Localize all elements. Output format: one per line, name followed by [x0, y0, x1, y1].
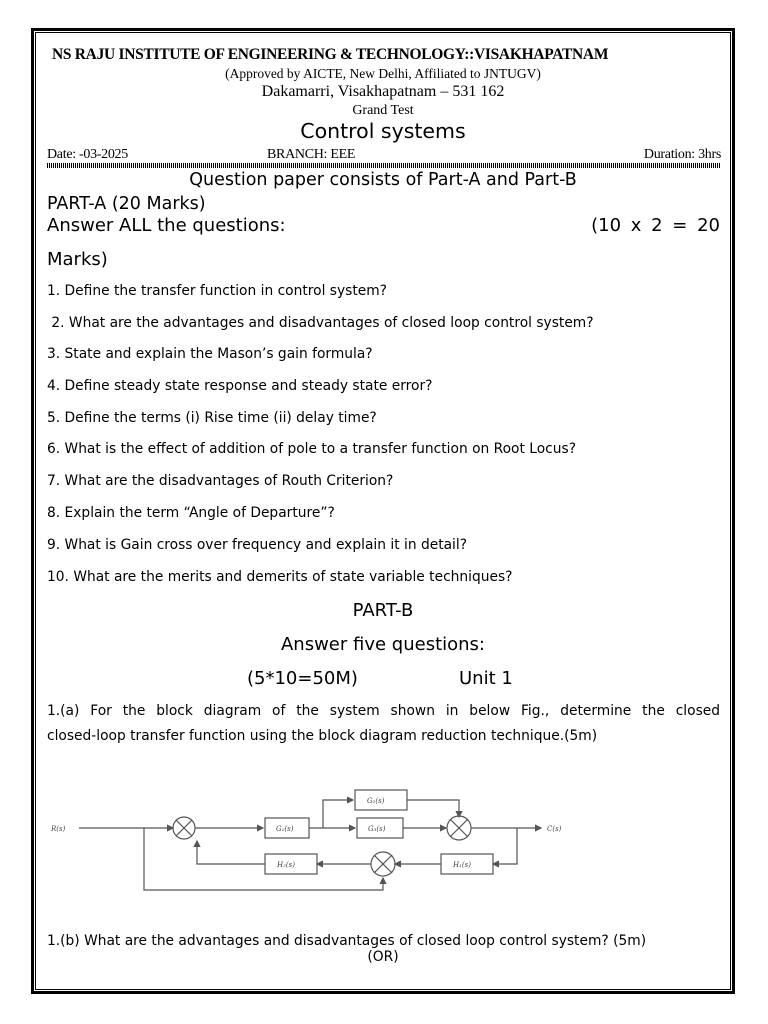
question-item: 5. Define the terms (i) Rise time (ii) delay time?	[47, 410, 377, 426]
question-item: 6. What is the effect of addition of pole to a transfer function on Root Locus?	[47, 441, 577, 457]
block-diagram	[47, 780, 607, 900]
exam-date: Date: -03-2025	[47, 147, 128, 162]
part-b-marks: (5*10=50M)	[247, 668, 358, 689]
part-b-instruction: Answer five questions:	[280, 634, 485, 655]
question-1a-line-1: 1.(a) For the block diagram of the system shown in below Fig., determine the closed	[47, 703, 720, 719]
block-g3: G₃(s)	[368, 825, 386, 833]
question-item: 9. What is Gain cross over frequency and explain it in detail?	[47, 537, 468, 553]
or-separator: (OR)	[367, 949, 399, 965]
question-item: 3. State and explain the Mason’s gain formula?	[47, 346, 373, 362]
input-label: R(s)	[51, 825, 66, 833]
block-h2: H₂(s)	[277, 861, 295, 869]
block-h1: H₁(s)	[453, 861, 471, 869]
part-b-title: PART-B	[352, 600, 414, 621]
part-b-unit: Unit 1	[459, 668, 513, 689]
subject-title: Control systems	[300, 119, 466, 143]
question-item: 1. Define the transfer function in control system?	[47, 283, 387, 299]
address-line: Dakamarri, Visakhapatnam – 531 162	[261, 83, 505, 100]
question-item: 2. What are the advantages and disadvantages of closed loop control system?	[47, 315, 594, 331]
block-g2: G₂(s)	[367, 797, 385, 805]
exam-branch: BRANCH: EEE	[267, 147, 356, 162]
question-1a-line-2: closed-loop transfer function using the block diagram reduction technique.(5m)	[47, 728, 598, 744]
question-item: 10. What are the merits and demerits of state variable techniques?	[47, 569, 513, 585]
part-a-instruction: Answer ALL the questions:	[47, 215, 286, 236]
header-divider	[47, 163, 720, 168]
part-a-title: PART-A (20 Marks)	[47, 194, 206, 214]
institute-name: NS RAJU INSTITUTE OF ENGINEERING & TECHNOLOGY::VISAKHAPATNAM	[52, 46, 609, 63]
paper-structure-note: Question paper consists of Part-A and Part-B	[189, 170, 577, 190]
question-item: 8. Explain the term “Angle of Departure”?	[47, 505, 335, 521]
approval-line: (Approved by AICTE, New Delhi, Affiliated to JNTUGV)	[225, 66, 541, 81]
exam-duration: Duration: 3hrs	[643, 147, 721, 162]
block-g1: G₁(s)	[276, 825, 294, 833]
output-label: C(s)	[547, 825, 562, 833]
question-item: 4. Define steady state response and steady state error?	[47, 378, 433, 394]
exam-name: Grand Test	[352, 103, 414, 118]
part-a-marks-wrap: Marks)	[47, 249, 108, 270]
question-1b: 1.(b) What are the advantages and disadvantages of closed loop control system? (5m)	[47, 933, 647, 949]
part-a-marks: (10 x 2 = 20	[591, 215, 720, 236]
question-item: 7. What are the disadvantages of Routh Criterion?	[47, 473, 394, 489]
